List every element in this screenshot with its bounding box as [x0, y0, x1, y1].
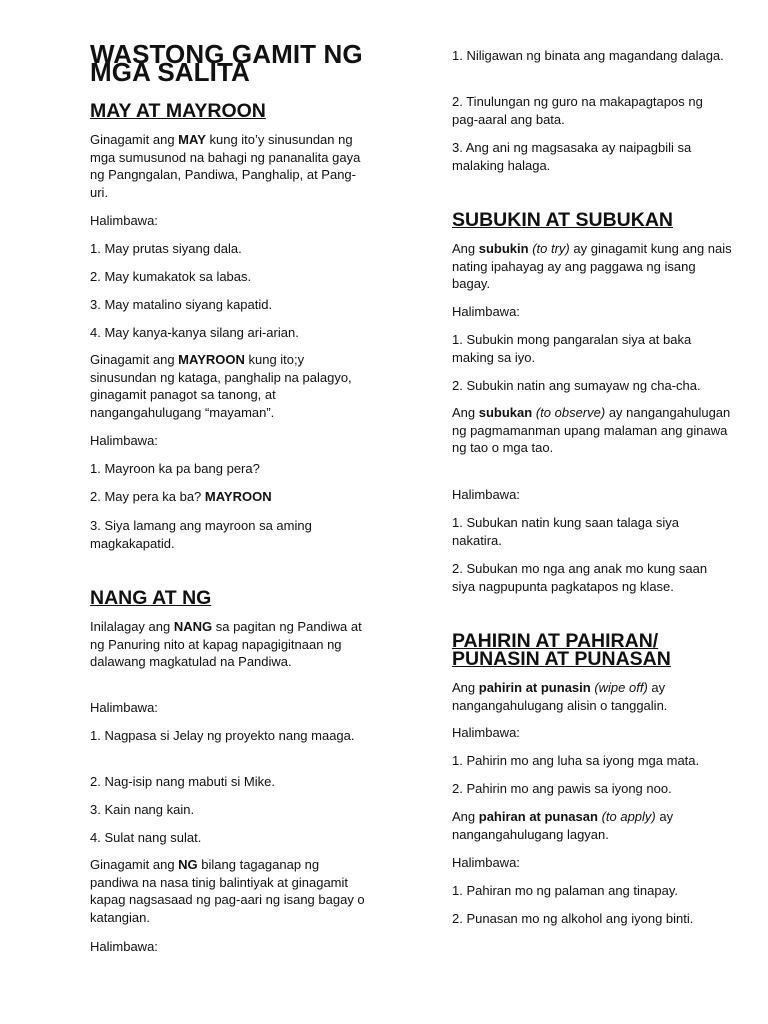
nang-example-2: 2. Nag-isip nang mabuti si Mike.: [90, 774, 275, 789]
subukin-example-2: 2. Subukin natin ang sumayaw ng cha-cha.: [452, 378, 701, 393]
pahirin-example-2: 2. Pahirin mo ang pawis sa iyong noo.: [452, 781, 672, 796]
mayroon-example-1: 1. Mayroon ka pa bang pera?: [90, 461, 260, 476]
nang-example-label: Halimbawa:: [90, 700, 158, 715]
ng-intro: Ginagamit ang NG bilang tagaganap ng pandiwa na nasa tinig balintiyak at ginagamit kapag nagsasaad ng pag-aari ng isang bagay o katangian.: [90, 857, 365, 925]
heading-nang-at-ng: NANG AT NG: [90, 587, 212, 609]
may-example-2: 2. May kumakatok sa labas.: [90, 269, 252, 284]
nang-example-4: 4. Sulat nang sulat.: [90, 830, 202, 845]
mayroon-example-label: Halimbawa:: [90, 433, 158, 448]
may-example-3: 3. May matalino siyang kapatid.: [90, 297, 273, 312]
pahiran-example-label: Halimbawa:: [452, 855, 520, 870]
heading-pahirin-pahiran-punasin-punasan: PAHIRIN AT PAHIRAN/ PUNASIN AT PUNASAN: [452, 630, 671, 670]
pahiran-example-1: 1. Pahiran mo ng palaman ang tinapay.: [452, 883, 678, 898]
pahirin-example-1: 1. Pahirin mo ang luha sa iyong mga mata.: [452, 753, 700, 768]
mayroon-intro: Ginagamit ang MAYROON kung ito;y sinusundan ng kataga, panghalip na palagyo, ginagamit panagot sa tanong, at nangangahulugang “mayaman”.: [90, 352, 352, 420]
pahiran-intro: Ang pahiran at punasan (to apply) ay nangangahulugang lagyan.: [452, 809, 674, 842]
nang-example-3: 3. Kain nang kain.: [90, 802, 195, 817]
mayroon-example-3: 3. Siya lamang ang mayroon sa aming magkakapatid.: [90, 518, 312, 551]
subukan-intro: Ang subukan (to observe) ay nangangahulugan ng pagmamanman upang malaman ang ginawa ng tao o mga tao.: [452, 405, 731, 455]
ng-example-label: Halimbawa:: [90, 939, 158, 954]
may-example-4: 4. May kanya-kanya silang ari-arian.: [90, 325, 299, 340]
nang-intro: Inilalagay ang NANG sa pagitan ng Pandiwa at ng Panuring nito at kapag napagigitnaan ng dalawang magkatulad na Pandiwa.: [90, 619, 362, 669]
heading-subukin-at-subukan: SUBUKIN AT SUBUKAN: [452, 209, 673, 231]
subukan-example-2: 2. Subukan mo nga ang anak mo kung saan siya nagpupunta pagkatapos ng klase.: [452, 561, 708, 594]
nang-example-1: 1. Nagpasa si Jelay ng proyekto nang maaga.: [90, 728, 355, 743]
pahirin-example-label: Halimbawa:: [452, 725, 520, 740]
pahiran-example-2: 2. Punasan mo ng alkohol ang iyong binti.: [452, 911, 694, 926]
subukin-example-label: Halimbawa:: [452, 304, 520, 319]
ng-example-2: 2. Tinulungan ng guro na makapagtapos ng pag-aaral ang bata.: [452, 94, 703, 127]
ng-example-3: 3. Ang ani ng magsasaka ay naipagbili sa malaking halaga.: [452, 140, 692, 173]
may-example-label: Halimbawa:: [90, 213, 158, 228]
ng-example-1: 1. Niligawan ng binata ang magandang dalaga.: [452, 48, 724, 63]
subukan-example-1: 1. Subukan natin kung saan talaga siya nakatira.: [452, 515, 679, 548]
subukin-example-1: 1. Subukin mong pangaralan siya at baka making sa iyo.: [452, 332, 692, 365]
pahirin-intro: Ang pahirin at punasin (wipe off) ay nangangahulugang alisin o tanggalin.: [452, 680, 668, 713]
document-title: WASTONG GAMIT NG MGA SALITA: [90, 39, 363, 87]
may-example-1: 1. May prutas siyang dala.: [90, 241, 242, 256]
subukin-intro: Ang subukin (to try) ay ginagamit kung ang nais nating ipahayag ay ang paggawa ng isang bagay.: [452, 241, 732, 291]
heading-may-at-mayroon: MAY AT MAYROON: [90, 100, 266, 122]
may-intro: Ginagamit ang MAY kung ito’y sinusundan ng mga sumusunod na bahagi ng pananalita gaya ng Pangngalan, Pandiwa, Panghalip, at Pang-uri.: [90, 132, 361, 200]
subukan-example-label: Halimbawa:: [452, 487, 520, 502]
mayroon-example-2: 2. May pera ka ba? MAYROON: [90, 489, 272, 504]
